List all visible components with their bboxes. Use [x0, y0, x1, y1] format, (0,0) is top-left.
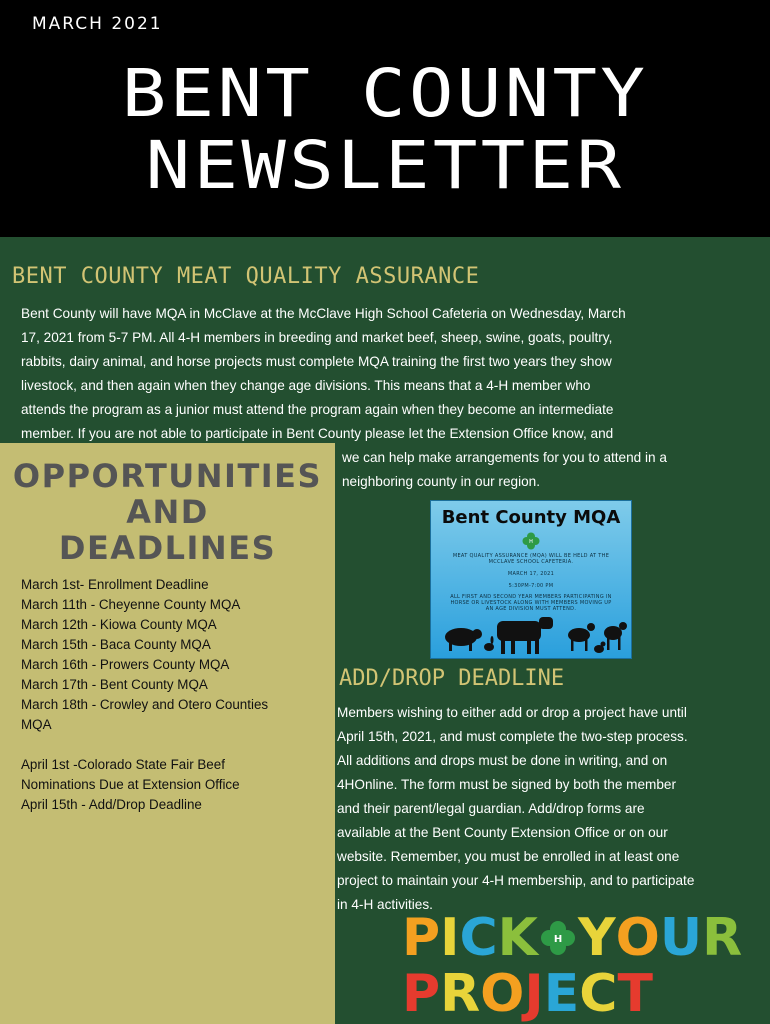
add-drop-line: All additions and drops must be done in writing, and on: [337, 753, 668, 768]
four-h-clover-icon: [540, 920, 576, 956]
mqa-line: we can help make arrangements for you to attend in a: [342, 450, 667, 465]
deadline-item: MQA: [21, 717, 52, 732]
deadline-item: March 17th - Bent County MQA: [21, 677, 208, 692]
mqa-line: neighboring county in our region.: [342, 474, 540, 489]
newsletter-header: [0, 0, 770, 237]
opp-heading-line-1: OPPORTUNITIES: [12, 457, 323, 495]
add-drop-line: 4HOnline. The form must be signed by both the member: [337, 777, 677, 792]
flyer-text: ALL FIRST AND SECOND YEAR MEMBERS PARTICIPATING IN: [450, 594, 612, 600]
mqa-flyer-image: [430, 500, 632, 659]
add-drop-line: and their parent/legal guardian. Add/drop forms are: [337, 801, 645, 816]
deadlines-list: [21, 575, 321, 815]
deadline-item: March 18th - Crowley and Otero Counties: [21, 697, 269, 712]
add-drop-line: in 4-H activities.: [337, 897, 433, 912]
opp-heading-line-3: DEADLINES: [58, 529, 277, 567]
deadline-item: March 15th - Baca County MQA: [21, 637, 211, 652]
svg-text:H: H: [529, 539, 533, 545]
add-drop-paragraph: [337, 701, 757, 917]
add-drop-line: project to maintain your 4-H membership, and to participate: [337, 873, 695, 888]
add-drop-line: Members wishing to either add or drop a project have until: [337, 705, 687, 720]
mqa-line: member. If you are not able to participate in Bent County please let the Extension Office know, and: [21, 426, 614, 441]
newsletter-title: [0, 55, 770, 204]
logo-row-1: P I C K H Y O U R: [402, 908, 743, 968]
add-drop-line: April 15th, 2021, and must complete the two-step process.: [337, 729, 688, 744]
add-drop-line: available at the Bent County Extension Office or on our: [337, 825, 668, 840]
mqa-line: Bent County will have MQA in McClave at the McClave High School Cafeteria on Wednesday, March: [21, 306, 626, 321]
flyer-text: AN AGE DIVISION MUST ATTEND.: [485, 606, 577, 612]
flyer-text: 5:30PM-7:00 PM: [508, 583, 554, 589]
mqa-paragraph-continued: [342, 446, 747, 494]
flyer-text: HORSE OR LIVESTOCK ALONG WITH MEMBERS MOVING UP: [450, 600, 612, 606]
add-drop-heading: ADD/DROP DEADLINE: [339, 666, 565, 691]
mqa-line: attends the program as a junior must attend the program again when they become an intermediate: [21, 402, 614, 417]
flyer-text: MCCLAVE SCHOOL CAFETERIA.: [488, 559, 574, 565]
deadline-item: Nominations Due at Extension Office: [21, 777, 240, 792]
deadline-item: April 15th - Add/Drop Deadline: [21, 797, 202, 812]
mqa-section-heading: BENT COUNTY MEAT QUALITY ASSURANCE: [12, 264, 480, 289]
mqa-paragraph: [21, 302, 741, 446]
logo-row-2: P R O J E C T: [402, 964, 653, 1024]
svg-text:H: H: [553, 934, 563, 945]
deadline-item: March 11th - Cheyenne County MQA: [21, 597, 241, 612]
title-line-1: BENT COUNTY: [121, 55, 649, 132]
deadline-item: March 12th - Kiowa County MQA: [21, 617, 217, 632]
deadline-item: March 1st- Enrollment Deadline: [21, 577, 209, 592]
issue-date: MARCH 2021: [32, 14, 163, 34]
four-h-clover-icon: [522, 532, 540, 550]
livestock-silhouettes-icon: [431, 609, 631, 658]
mqa-line: livestock, and then again when they change age divisions. This means that a 4-H member who: [21, 378, 591, 393]
deadline-item: April 1st -Colorado State Fair Beef: [21, 757, 225, 772]
add-drop-line: website. Remember, you must be enrolled in at least one: [337, 849, 680, 864]
flyer-title: Bent County MQA: [441, 507, 621, 528]
mqa-line: 17, 2021 from 5-7 PM. All 4-H members in breeding and market beef, sheep, swine, goats, poultry,: [21, 330, 613, 345]
opportunities-heading: [0, 458, 335, 566]
title-line-2: NEWSLETTER: [145, 127, 625, 204]
flyer-text: MARCH 17, 2021: [507, 571, 555, 577]
opp-heading-line-2: AND: [126, 493, 209, 531]
mqa-line: rabbits, dairy animal, and horse projects must complete MQA training the first two years they show: [21, 354, 612, 369]
deadline-spacer: [21, 735, 321, 755]
deadline-item: March 16th - Prowers County MQA: [21, 657, 230, 672]
flyer-text: MEAT QUALITY ASSURANCE (MQA) WILL BE HELD AT THE: [452, 553, 610, 559]
